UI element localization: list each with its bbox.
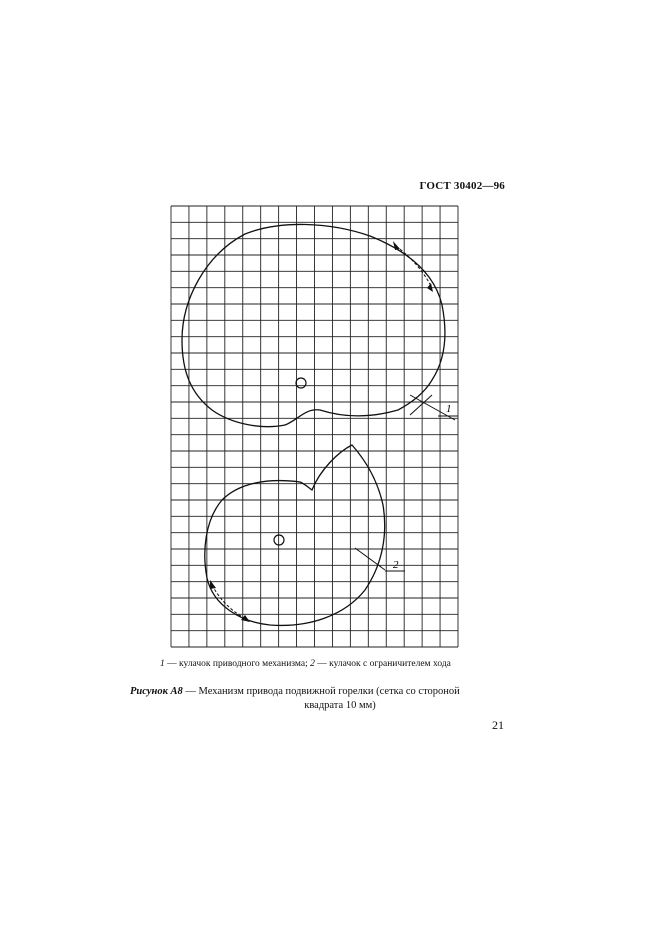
callout-1: 1 bbox=[446, 403, 452, 415]
figure-legend bbox=[160, 659, 500, 669]
legend-number-1: 1 bbox=[160, 659, 165, 669]
caption-line-2: квадрата 10 мм) bbox=[304, 700, 376, 711]
legend-number-2: 2 bbox=[310, 659, 315, 669]
caption-line-1: — Механизм привода подвижной горелки (сетка со стороной bbox=[185, 686, 460, 697]
legend-text-2: — кулачок с ограничителем хода bbox=[317, 659, 451, 669]
legend-text-1: — кулачок приводного механизма; bbox=[167, 659, 308, 669]
grid-10mm bbox=[171, 206, 458, 647]
page-number: 21 bbox=[492, 718, 504, 732]
caption-label: Рисунок А8 bbox=[130, 686, 183, 697]
arrowhead-icon bbox=[393, 241, 400, 250]
callout-2: 2 bbox=[393, 559, 399, 571]
figure-caption bbox=[130, 685, 500, 713]
document-header: ГОСТ 30402—96 bbox=[419, 180, 505, 192]
cam-1-shaft-center bbox=[296, 378, 306, 388]
